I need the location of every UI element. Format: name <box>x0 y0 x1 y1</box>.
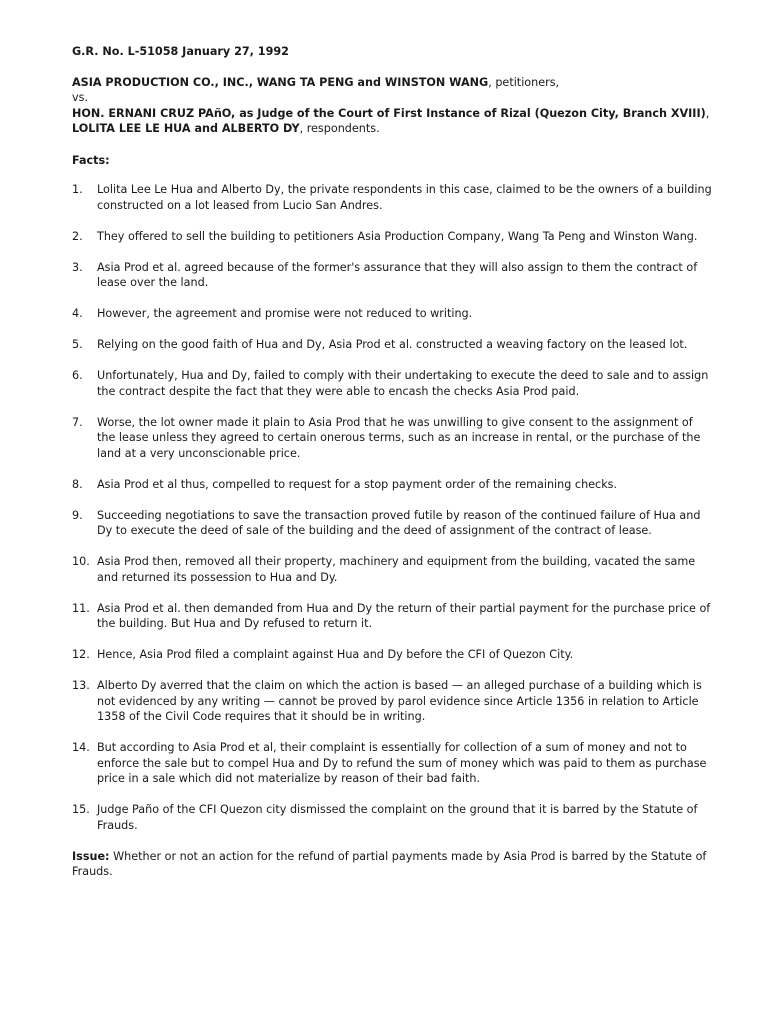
fact-number: 1. <box>72 183 83 196</box>
fact-item <box>72 477 712 493</box>
respondent-judge-suffix: , <box>705 106 710 120</box>
fact-number: 15. <box>72 803 90 816</box>
fact-item <box>72 740 712 787</box>
fact-item <box>72 601 712 632</box>
fact-item <box>72 802 712 833</box>
fact-text: Hence, Asia Prod filed a complaint against Hua and Dy before the CFI of Quezon City. <box>97 648 574 661</box>
respondent-judge: HON. ERNANI CRUZ PAñO, as Judge of the Court of First Instance of Rizal (Quezon City, Branch XVIII) <box>72 106 706 120</box>
petitioners-line <box>72 75 712 91</box>
respondents-suffix: , respondents. <box>299 122 380 135</box>
fact-item <box>72 368 712 399</box>
case-citation: G.R. No. L-51058 January 27, 1992 <box>72 45 289 58</box>
fact-text: Worse, the lot owner made it plain to Asia Prod that he was unwilling to give consent to the assignment of the lease unless they agreed to certain onerous terms, such as an increase in rental, or the purchase of the land at a very unconscionable price. <box>97 415 701 460</box>
fact-item <box>72 337 712 353</box>
fact-number: 10. <box>72 555 90 568</box>
fact-item <box>72 678 712 725</box>
fact-text: Unfortunately, Hua and Dy, failed to comply with their undertaking to execute the deed to sale and to assign the contract despite the fact that they were able to encash the checks Asia Prod paid. <box>97 369 709 398</box>
petitioners-suffix: , petitioners, <box>488 75 560 89</box>
issue-label: Issue: <box>72 849 110 863</box>
fact-number: 8. <box>72 477 83 491</box>
fact-text: Lolita Lee Le Hua and Alberto Dy, the private respondents in this case, claimed to be the owners of a building constructed on a lot leased from Lucio San Andres. <box>97 183 712 212</box>
petitioners-names: ASIA PRODUCTION CO., INC., WANG TA PENG and WINSTON WANG <box>72 75 489 89</box>
fact-text: However, the agreement and promise were not reduced to writing. <box>97 307 473 320</box>
fact-text: Relying on the good faith of Hua and Dy, Asia Prod et al. constructed a weaving factory on the leased lot. <box>97 338 688 351</box>
fact-item <box>72 306 712 322</box>
fact-number: 4. <box>72 307 83 320</box>
fact-number: 9. <box>72 508 83 522</box>
fact-item <box>72 647 712 663</box>
fact-text: Succeeding negotiations to save the transaction proved futile by reason of the continued failure of Hua and Dy to execute the deed of sale of the building and the deed of assignment of the contract of lease. <box>97 508 701 537</box>
facts-heading: Facts: <box>72 153 110 167</box>
fact-number: 3. <box>72 260 83 274</box>
fact-item <box>72 182 712 213</box>
fact-number: 2. <box>72 229 83 243</box>
fact-item <box>72 554 712 585</box>
fact-item <box>72 508 712 539</box>
facts-list <box>72 182 712 833</box>
fact-number: 7. <box>72 415 83 429</box>
fact-text: Judge Paño of the CFI Quezon city dismissed the complaint on the ground that it is barred by the Statute of Frauds. <box>97 803 698 832</box>
respondents-line <box>72 121 712 137</box>
fact-number: 6. <box>72 369 83 382</box>
issue-paragraph <box>72 849 712 880</box>
fact-item <box>72 415 712 462</box>
fact-text: Asia Prod then, removed all their property, machinery and equipment from the building, vacated the same and returned its possession to Hua and Dy. <box>97 555 696 584</box>
respondent-judge-line <box>72 106 712 122</box>
fact-number: 13. <box>72 679 90 692</box>
fact-number: 5. <box>72 338 83 351</box>
fact-text: Asia Prod et al thus, compelled to request for a stop payment order of the remaining checks. <box>97 477 618 491</box>
fact-number: 14. <box>72 741 90 754</box>
fact-number: 11. <box>72 601 90 615</box>
respondents-names: LOLITA LEE LE HUA and ALBERTO DY <box>72 122 300 135</box>
fact-item <box>72 229 712 245</box>
fact-text: They offered to sell the building to petitioners Asia Production Company, Wang Ta Peng and Winston Wang. <box>97 229 698 243</box>
fact-text: Asia Prod et al. then demanded from Hua and Dy the return of their partial payment for the purchase price of the building. But Hua and Dy refused to return it. <box>97 601 711 630</box>
fact-text: Alberto Dy averred that the claim on which the action is based — an alleged purchase of a building which is not evidenced by any writing — cannot be proved by parol evidence since Article 1356 in relation to Article 1358 of the Civil Code requires that it should be in writing. <box>97 679 702 723</box>
case-parties <box>72 75 712 137</box>
versus-line: vs. <box>72 91 89 104</box>
issue-text: Whether or not an action for the refund of partial payments made by Asia Prod is barred by the Statute of Frauds. <box>72 849 707 878</box>
fact-number: 12. <box>72 648 90 661</box>
fact-text: Asia Prod et al. agreed because of the former's assurance that they will also assign to them the contract of lease over the land. <box>97 260 698 289</box>
fact-text: But according to Asia Prod et al, their complaint is essentially for collection of a sum of money and not to enforce the sale but to compel Hua and Dy to refund the sum of money which was paid to them as purchase price in a sale which did not materialize by reason of their bad faith. <box>97 741 707 785</box>
fact-item <box>72 260 712 291</box>
